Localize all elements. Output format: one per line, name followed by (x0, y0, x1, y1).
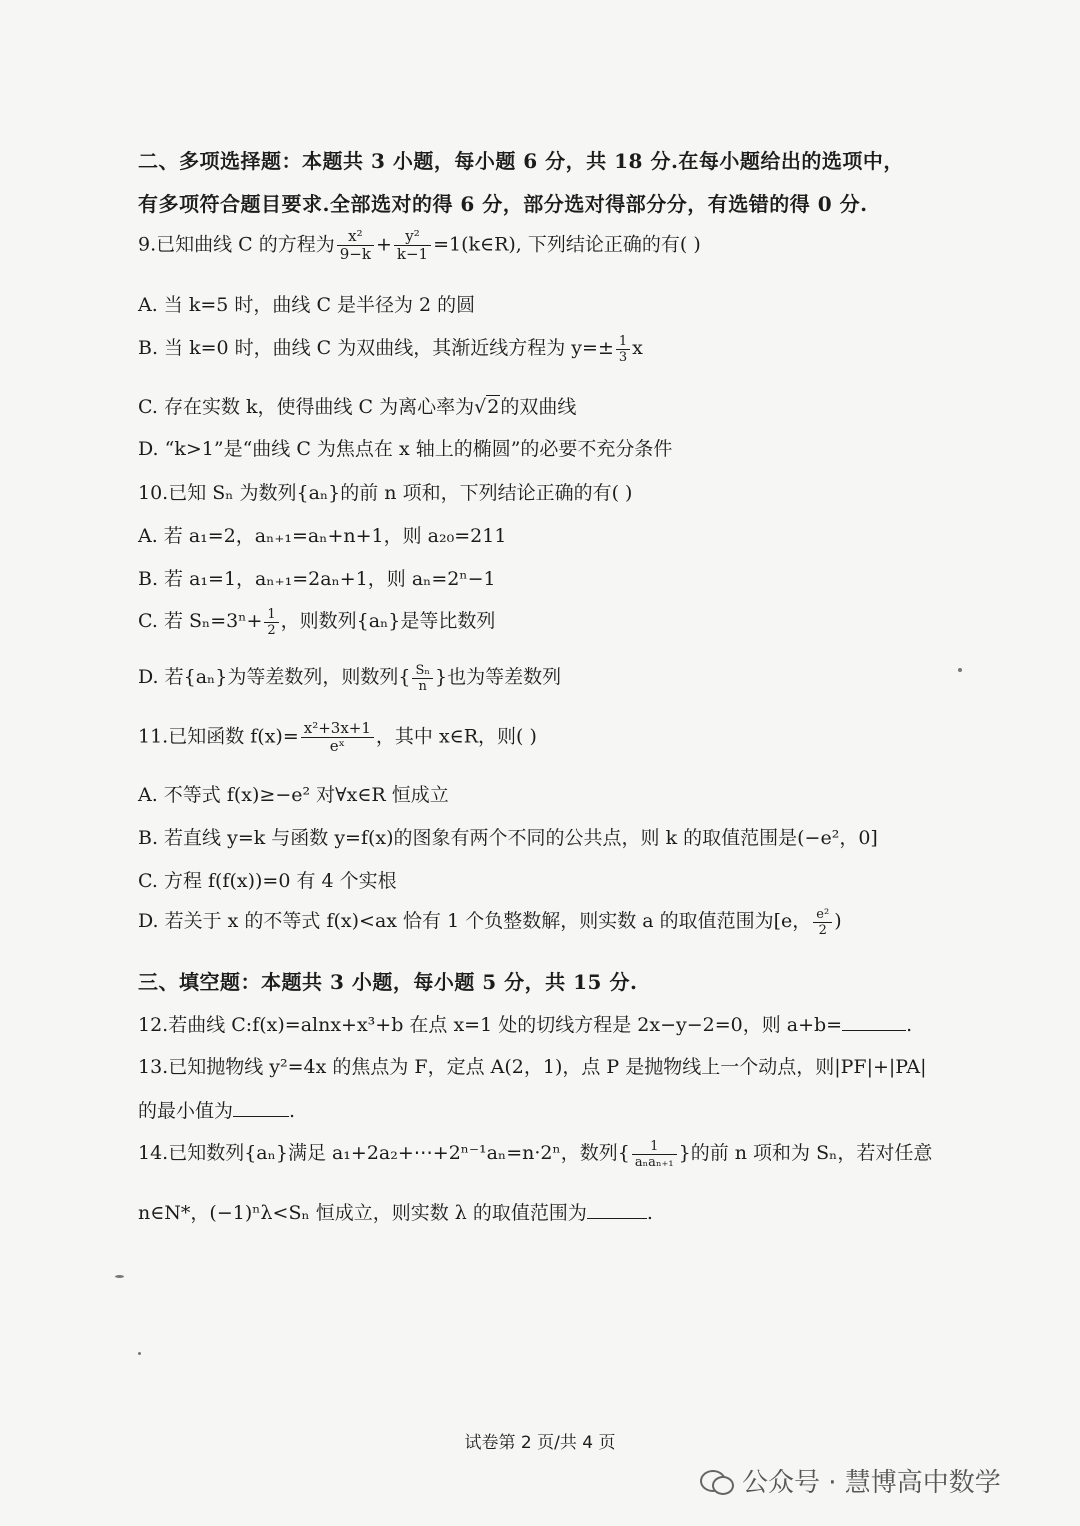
page-footer: 试卷第 2 页/共 4 页 (464, 1433, 616, 1453)
watermark (700, 1462, 1001, 1499)
q9-option-d: D. “k>1”是“曲线 C 为焦点在 x 轴上的椭圆”的必要不充分条件 (138, 438, 673, 460)
watermark-text: 公众号 · 慧博高中数学 (742, 1468, 1001, 1498)
q11-option-a: A. 不等式 f(x)≥−e² 对∀x∈R 恒成立 (138, 784, 449, 806)
answer-blank (587, 1217, 647, 1219)
q14-line2: n∈N*，(−1)ⁿλ<Sₙ 恒成立，则实数 λ 的取值范围为 . (138, 1202, 653, 1224)
section3-header: 三、填空题：本题共 3 小题，每小题 5 分，共 15 分. (138, 970, 638, 994)
answer-blank (842, 1029, 906, 1031)
q10-option-c: C. 若 Sₙ=3ⁿ+ $\frac{1}{2}$ ，则数列{aₙ}是等比数列 (138, 606, 496, 638)
q9-stem: 9.已知曲线 C 的方程为 $\frac{\text{x²}}{9-k}$ + $\frac{\text{y²}}{k-1}$ =1(k∈R), 下列结论正确的有( ) (138, 227, 701, 263)
section2-header-line1: 二、多项选择题：本题共 3 小题，每小题 6 分，共 18 分.在每小题给出的选项中， (138, 149, 904, 173)
q11-stem: 11.已知函数 f(x)= $\frac{\text{x²+3x+1}}{\text{eˣ}}$ ，其中 x∈R，则( ) (138, 719, 537, 755)
answer-blank (233, 1115, 289, 1117)
scan-speck (958, 668, 962, 672)
wechat-icon (700, 1467, 734, 1495)
q9-b-fraction: $\frac{1}{3}$ (616, 334, 630, 365)
q9-option-a: A. 当 k=5 时，曲线 C 是半径为 2 的圆 (138, 294, 476, 316)
scan-speck (115, 1275, 124, 1278)
q10-stem: 10.已知 Sₙ 为数列{aₙ}的前 n 项和，下列结论正确的有( ) (138, 482, 633, 504)
question-12: 12.若曲线 C:f(x)=alnx+x³+b 在点 x=1 处的切线方程是 2x−y−2=0，则 a+b= . (138, 1014, 913, 1036)
q13-line1: 13.已知抛物线 y²=4x 的焦点为 F，定点 A(2，1)，点 P 是抛物线上一个动点，则|PF|+|PA| (138, 1056, 927, 1078)
section2-header-line2: 有多项符合题目要求.全部选对的得 6 分，部分选对得部分分，有选错的得 0 分. (138, 192, 868, 216)
q11-option-c: C. 方程 f(f(x))=0 有 4 个实根 (138, 870, 397, 892)
q10-option-b: B. 若 a₁=1，aₙ₊₁=2aₙ+1，则 aₙ=2ⁿ−1 (138, 568, 496, 590)
q14-line1: 14.已知数列{aₙ}满足 a₁+2a₂+⋯+2ⁿ⁻¹aₙ=n·2ⁿ，数列{ $\frac{1}{\text{aₙaₙ₊₁}}$ }的前 n 项和为 Sₙ，若对任意 (138, 1138, 933, 1170)
q9-fraction-2: $\frac{\text{y²}}{k-1}$ (394, 228, 431, 263)
q11-option-b: B. 若直线 y=k 与函数 y=f(x)的图象有两个不同的公共点，则 k 的取值范围是(−e²，0] (138, 827, 878, 849)
q9-option-b: B. 当 k=0 时，曲线 C 为双曲线，其渐近线方程为 y=± $\frac{1}{3}$ x (138, 333, 643, 365)
scan-speck (138, 1352, 141, 1355)
q11-fraction: $\frac{\text{x²+3x+1}}{\text{eˣ}}$ (301, 720, 374, 755)
q9-option-c: C. 存在实数 k，使得曲线 C 为离心率为√2的双曲线 (138, 396, 577, 418)
sqrt-2: √2 (474, 396, 500, 418)
q11-d-fraction: $\frac{\text{e²}}{2}$ (813, 907, 832, 938)
q10-option-d: D. 若{aₙ}为等差数列，则数列{ $\frac{\text{Sₙ}}{n}$ }也为等差数列 (138, 662, 562, 694)
q14-fraction: $\frac{1}{\text{aₙaₙ₊₁}}$ (632, 1139, 677, 1170)
q10-option-a: A. 若 a₁=2，aₙ₊₁=aₙ+n+1，则 a₂₀=211 (138, 525, 507, 547)
q13-line2: 的最小值为 . (138, 1100, 296, 1122)
q10-d-fraction: $\frac{\text{Sₙ}}{n}$ (412, 663, 433, 694)
q10-c-fraction: $\frac{1}{2}$ (264, 607, 278, 638)
q9-fraction-1: $\frac{\text{x²}}{9-k}$ (337, 228, 374, 263)
q11-option-d: D. 若关于 x 的不等式 f(x)<ax 恰有 1 个负整数解，则实数 a 的取值范围为[e， $\frac{\text{e²}}{2}$ ) (138, 906, 842, 938)
